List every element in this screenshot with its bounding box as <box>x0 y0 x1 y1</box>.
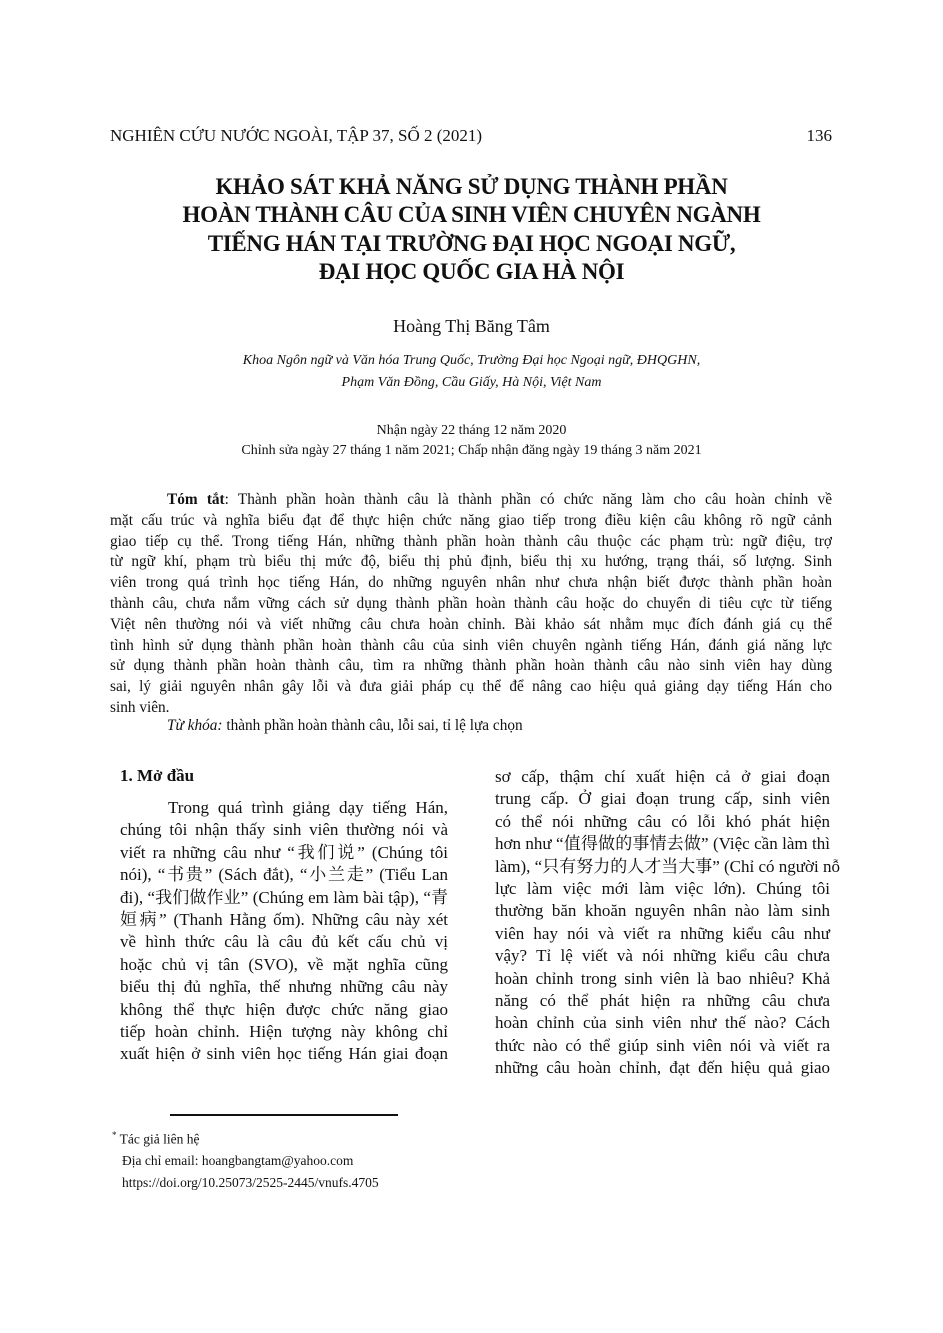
abstract-line: sai, lý giải nguyên nhân gây lỗi và đưa giải pháp cụ thể để nâng cao hiệu quả giảng dạy tiếng Hán cho <box>110 678 832 696</box>
body-text-line: hoặc chủ vị tân (SVO), về mặt nghĩa cũng <box>120 954 448 974</box>
body-text-line: biểu thị đủ nghĩa, thế nhưng những câu này <box>120 977 448 997</box>
body-text-line: làm), “只有努力的人才当大事” (Chỉ có người nỗ <box>495 856 840 876</box>
abstract-line: Việt nên thường nói và viết những câu chưa hoàn chỉnh. Bài khảo sát nhằm mục đích đánh giá cụ thể <box>110 615 832 633</box>
article-title-line: TIẾNG HÁN TẠI TRƯỜNG ĐẠI HỌC NGOẠI NGỮ, <box>207 231 736 256</box>
abstract-line: mặt cấu trúc và nghĩa biểu đạt để thực hiện chức năng giao tiếp trong điều kiện câu không rõ ngữ cảnh <box>110 511 832 529</box>
body-text-line: trung cấp. Ở giai đoạn trung cấp, sinh viên <box>495 789 830 809</box>
section-heading: 1. Mở đầu <box>120 766 195 785</box>
footnote-corresponding-text: Tác giả liên hệ <box>116 1131 200 1147</box>
body-text-line: viết ra những câu như “我们说” (Chúng tôi <box>120 842 448 862</box>
body-text-line: tiếp hoàn chỉnh. Hiện tượng này không chỉ <box>120 1022 448 1041</box>
footnote-corresponding <box>112 1130 199 1148</box>
abstract-line <box>167 490 832 510</box>
body-text-line: xuất hiện ở sinh viên học tiếng Hán giai đoạn <box>120 1044 448 1064</box>
abstract-line: từ ngữ khí, phạm trù biểu thị mức độ, biểu thị phủ định, biểu thị xu hướng, trạng thái, số lượng. Sinh <box>110 553 832 571</box>
author-name: Hoàng Thị Băng Tâm <box>393 316 550 336</box>
keywords-text: thành phần hoàn thành câu, lỗi sai, tỉ lệ lựa chọn <box>222 717 523 734</box>
article-title-line: HOÀN THÀNH CÂU CỦA SINH VIÊN CHUYÊN NGÀNH <box>182 202 761 227</box>
body-text-line: sơ cấp, thậm chí xuất hiện cả ở giai đoạn <box>495 767 830 786</box>
abstract-line: sử dụng thành phần hoàn thành câu, tìm ra những thành phần hoàn thành câu nào sinh viên hay dùng <box>110 657 832 675</box>
body-text-line: hơn như “值得做的事情去做” (Việc cần làm thì <box>495 834 830 854</box>
body-text-line: nói), “书贵” (Sách đắt), “小兰走” (Tiểu Lan <box>120 865 448 885</box>
footnote-doi-link[interactable]: https://doi.org/10.25073/2525-2445/vnufs.4705 <box>122 1175 379 1190</box>
received-date: Nhận ngày 22 tháng 12 năm 2020 <box>376 423 567 438</box>
abstract-label: Tóm tắt <box>167 491 225 508</box>
abstract-line: sinh viên. <box>110 699 170 716</box>
abstract-line: giao tiếp cụ thể. Trong tiếng Hán, những thành phần hoàn thành câu thuộc các phạm trù: ngữ điệu, trợ <box>110 532 832 550</box>
body-text-line: thường băn khoăn nguyên nhân nào làm sinh <box>495 901 830 921</box>
article-title-line: KHẢO SÁT KHẢ NĂNG SỬ DỤNG THÀNH PHẦN <box>215 174 728 199</box>
affiliation-line: Khoa Ngôn ngữ và Văn hóa Trung Quốc, Trường Đại học Ngoại ngữ, ĐHQGHN, <box>242 353 701 368</box>
keywords-label: Từ khóa: <box>167 717 223 734</box>
body-text-line: 姮病” (Thanh Hằng ốm). Những câu này xét <box>120 910 448 929</box>
body-text-line: vậy? Tỉ lệ viết và nói những kiểu câu chưa <box>495 946 830 966</box>
article-title-line: ĐẠI HỌC QUỐC GIA HÀ NỘI <box>318 259 625 284</box>
footnote-divider <box>170 1114 398 1116</box>
body-text-line: hoàn chỉnh trong sinh viên là bao nhiêu? Khả <box>495 968 830 988</box>
body-text-line: thức nào có thể giúp sinh viên nói và viết ra <box>495 1035 830 1055</box>
page-number: 136 <box>806 126 832 145</box>
body-text-line: có thể nói những câu có lỗi khó phát hiện <box>495 811 830 831</box>
body-text-line: lực làm việc mới làm việc lớn). Chúng tôi <box>495 879 830 898</box>
body-text-line: đi), “我们做作业” (Chúng em làm bài tập), “青 <box>120 887 448 907</box>
abstract-line: viên trong quá trình học tiếng Hán, do những nguyên nhân như chưa nhận biết được thành phần hoàn <box>110 574 832 592</box>
affiliation-line: Phạm Văn Đồng, Cầu Giấy, Hà Nội, Việt Nam <box>341 375 602 390</box>
body-text-line: chúng tôi nhận thấy sinh viên thường nói và <box>120 820 448 840</box>
body-text-line: năng có thể phát hiện ra những câu chưa <box>495 991 830 1010</box>
abstract-text: : Thành phần hoàn thành câu là thành phần có chức năng làm cho câu hoàn chỉnh về <box>224 491 832 508</box>
body-text-line: những câu hoàn chỉnh, đạt đến hiệu quả giao <box>495 1058 830 1078</box>
abstract-line: thành câu, chưa nắm vững cách sử dụng thành phần hoàn thành câu hoặc do chuyển di tiêu cực từ tiếng <box>110 595 832 612</box>
running-header: NGHIÊN CỨU NƯỚC NGOÀI, TẬP 37, SỐ 2 (2021) <box>110 126 483 145</box>
footnote-marker: * <box>112 1130 117 1140</box>
footnote-email[interactable]: Địa chỉ email: hoangbangtam@yahoo.com <box>122 1153 354 1168</box>
body-text-line: Trong quá trình giảng dạy tiếng Hán, <box>168 798 448 817</box>
keywords <box>167 717 523 735</box>
body-text-line: viên hay nói và viết ra những kiểu câu như <box>495 923 830 943</box>
revised-accepted-dates: Chỉnh sửa ngày 27 tháng 1 năm 2021; Chấp nhận đăng ngày 19 tháng 3 năm 2021 <box>241 443 702 458</box>
body-text-line: hoàn chỉnh của sinh viên như thế nào? Cách <box>495 1013 830 1033</box>
body-text-line: không thể thực hiện được chức năng giao <box>120 999 448 1019</box>
abstract-line: tình hình sử dụng thành phần hoàn thành câu của sinh viên chuyên ngành tiếng Hán, đánh giá năng lực <box>110 636 832 654</box>
body-text-line: về hình thức câu là câu đủ kết cấu chủ vị <box>120 932 448 952</box>
